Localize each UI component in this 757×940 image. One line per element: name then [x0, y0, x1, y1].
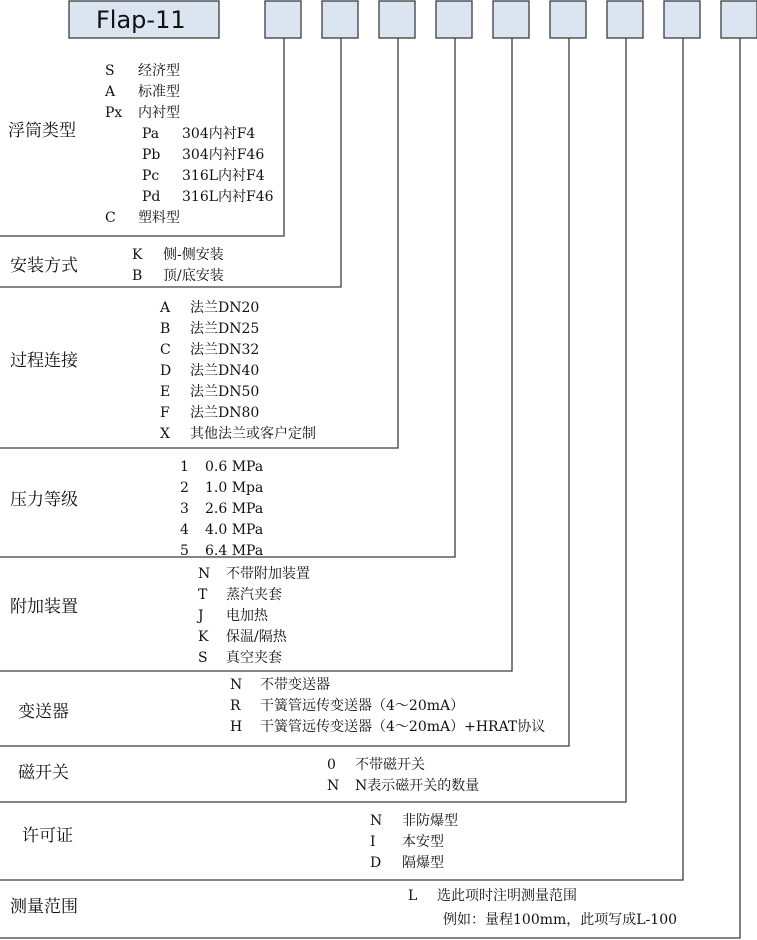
section-1: [8, 62, 274, 226]
option-code: B: [132, 268, 143, 284]
option-description: 真空夹套: [226, 650, 282, 666]
option-code: S: [105, 63, 115, 79]
option-description: 选此项时注明测量范围: [437, 888, 577, 904]
option-description: 4.0 MPa: [205, 522, 264, 538]
code-box-5: [493, 1, 529, 38]
section-8: [22, 812, 458, 871]
option-code: H: [230, 719, 243, 735]
option-description: 不带附加装置: [226, 566, 310, 582]
section-3: [10, 299, 316, 442]
option-code: S: [198, 650, 208, 666]
option-code: A: [160, 300, 171, 316]
option-code: 0: [327, 757, 336, 773]
option-description: 316L内衬F46: [182, 189, 274, 205]
option-code: N: [370, 813, 383, 829]
option-description: 304内衬F46: [182, 147, 265, 163]
option-description: 316L内衬F4: [182, 168, 265, 184]
option-description: 电加热: [226, 608, 268, 624]
code-box-1: [265, 1, 301, 38]
option-code: 1: [180, 459, 189, 475]
code-box-7: [607, 1, 643, 38]
sections: [8, 62, 677, 928]
option-description: 内衬型: [138, 105, 180, 121]
section-label: 附加装置: [10, 597, 78, 617]
option-code: Pc: [142, 168, 160, 184]
option-description: 其他法兰或客户定制: [190, 426, 316, 442]
section-label: 安装方式: [10, 256, 78, 276]
section-label: 过程连接: [10, 351, 78, 371]
code-boxes: [69, 1, 757, 38]
option-description: 法兰DN32: [190, 342, 260, 358]
option-code: N: [327, 778, 340, 794]
option-code: E: [160, 384, 171, 400]
option-code: N: [198, 566, 211, 582]
section-label: 压力等级: [10, 490, 78, 510]
option-code: R: [230, 698, 241, 714]
connector-lines: [0, 38, 740, 938]
option-description: 干簧管远传变送器（4～20mA）: [260, 698, 465, 714]
option-code: Px: [105, 105, 123, 121]
option-description: 1.0 Mpa: [205, 480, 264, 496]
option-description: 法兰DN20: [190, 300, 260, 316]
option-code: 2: [180, 480, 189, 496]
option-description: 塑料型: [138, 210, 180, 226]
section-label: 许可证: [22, 826, 73, 846]
section-4: [10, 459, 263, 559]
code-box-3: [379, 1, 415, 38]
section-5: [10, 565, 310, 666]
option-code: K: [132, 247, 143, 263]
option-code: X: [160, 426, 170, 442]
option-code: L: [408, 888, 418, 904]
option-description: 6.4 MPa: [205, 543, 264, 559]
section-label: 磁开关: [18, 763, 69, 783]
option-description: 2.6 MPa: [205, 501, 264, 517]
option-description: 不带变送器: [260, 677, 330, 693]
model-code-label: Flap-11: [96, 6, 186, 34]
section-9: [10, 887, 677, 928]
code-box-6: [550, 1, 586, 38]
option-description: N表示磁开关的数量: [355, 778, 480, 794]
option-description: 法兰DN25: [190, 321, 260, 337]
option-code: Pa: [142, 126, 160, 142]
option-description: 0.6 MPa: [205, 459, 264, 475]
code-box-8: [664, 1, 700, 38]
connector-line-9: [0, 38, 740, 938]
option-code: K: [198, 629, 209, 645]
option-description: 例如：量程100mm，此项写成L-100: [443, 912, 678, 928]
option-code: C: [160, 342, 171, 358]
section-label: 浮筒类型: [8, 121, 76, 141]
option-description: 标准型: [138, 84, 180, 100]
option-code: J: [198, 608, 204, 624]
option-description: 不带磁开关: [355, 757, 425, 773]
option-code: I: [370, 834, 376, 850]
section-6: [18, 676, 545, 735]
section-2: [10, 246, 224, 284]
option-code: Pd: [142, 189, 161, 205]
section-label: 测量范围: [10, 897, 78, 917]
option-description: 本安型: [402, 834, 444, 850]
option-code: F: [160, 405, 170, 421]
option-description: 304内衬F4: [182, 126, 256, 142]
option-description: 法兰DN50: [190, 384, 260, 400]
option-code: C: [105, 210, 116, 226]
section-7: [18, 756, 479, 794]
option-description: 非防爆型: [402, 813, 458, 829]
code-box-4: [436, 1, 472, 38]
option-code: A: [105, 84, 116, 100]
section-label: 变送器: [18, 702, 69, 722]
code-box-9: [721, 1, 757, 38]
code-box-2: [322, 1, 358, 38]
option-code: Pb: [142, 147, 161, 163]
option-code: B: [160, 321, 171, 337]
option-description: 法兰DN80: [190, 405, 260, 421]
option-description: 侧-侧安装: [163, 247, 224, 263]
option-description: 隔爆型: [402, 855, 444, 871]
option-code: 3: [180, 501, 189, 517]
option-code: 5: [180, 543, 189, 559]
option-code: N: [230, 677, 243, 693]
option-code: 4: [180, 522, 189, 538]
option-description: 蒸汽夹套: [226, 587, 282, 603]
option-code: T: [198, 587, 208, 603]
option-description: 顶/底安装: [163, 268, 224, 284]
option-code: D: [160, 363, 172, 379]
option-description: 干簧管远传变送器（4～20mA）+HRAT协议: [260, 719, 546, 735]
option-code: D: [370, 855, 382, 871]
option-description: 法兰DN40: [190, 363, 260, 379]
option-description: 经济型: [138, 63, 180, 79]
option-description: 保温/隔热: [226, 629, 287, 645]
